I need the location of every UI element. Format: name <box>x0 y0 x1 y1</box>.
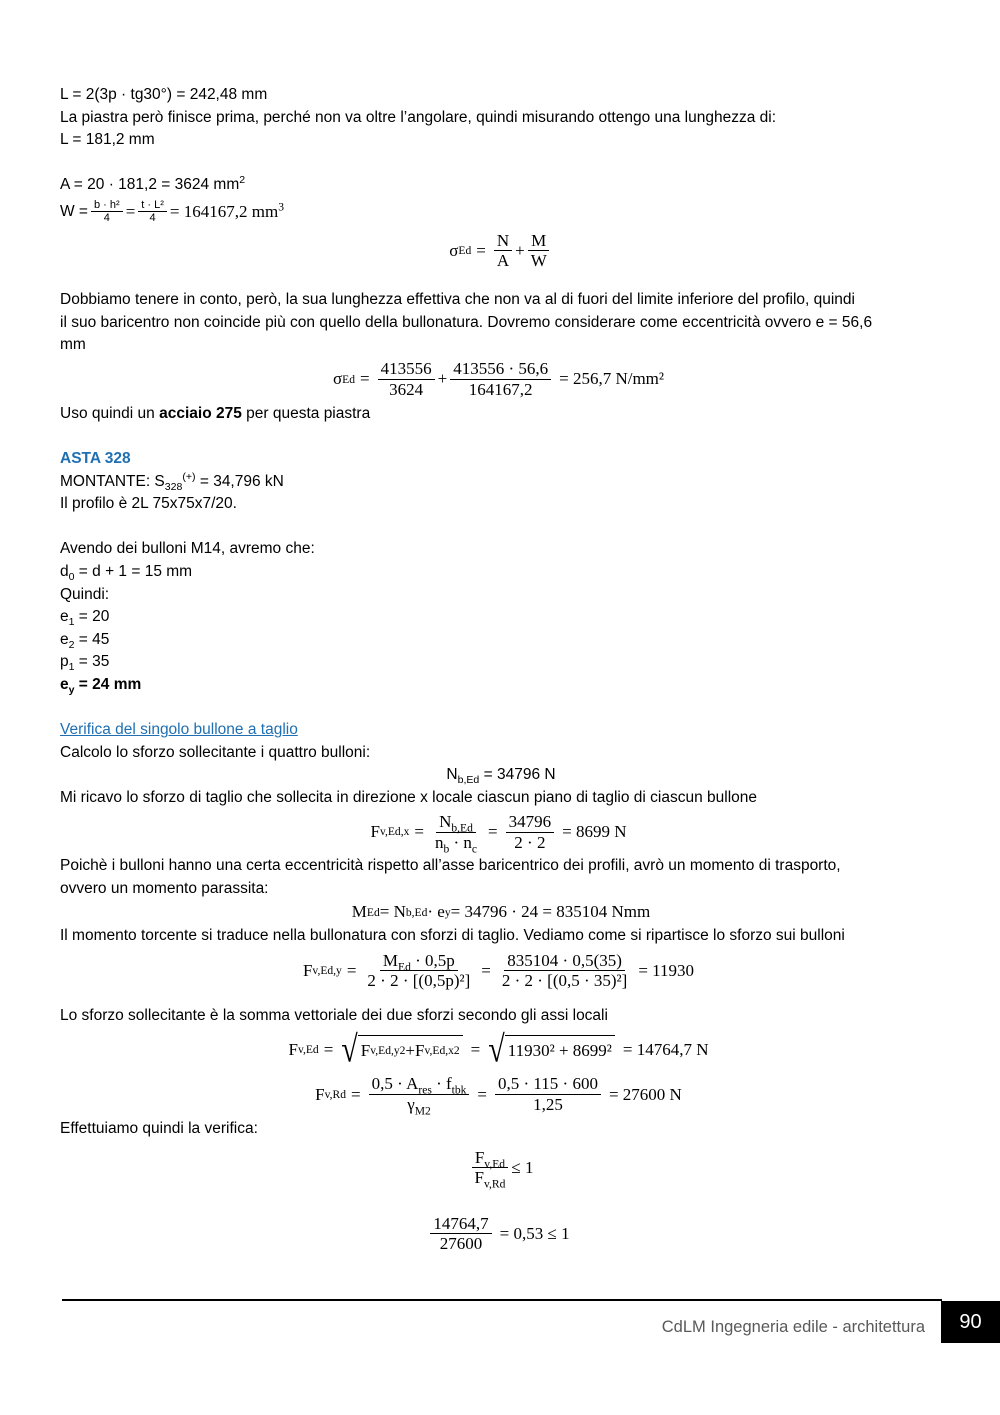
paragraph-line: il suo baricentro non coincide più con quello della bullonatura. Dovremo considerare come eccentricità ovvero e = 56,6 <box>60 313 873 331</box>
text-line: Calcolo lo sforzo sollecitante i quattro bulloni: <box>60 743 371 761</box>
text-line: La piastra però finisce prima, perché non va oltre l’angolare, quindi misurando ottengo una lunghezza di: <box>60 108 777 126</box>
section-title: ASTA 328 <box>60 449 131 467</box>
sigma-calculation: σ Ed = $\frac{413556}{3624}$ + $\frac{413556 \cdot 56,6}{164167,2}$ = 256,7 N/mm² <box>333 359 664 399</box>
modulus-line: W = $\frac{\text{b · h²}}{4}$ = $\frac{\text{t · L²}}{4}$ = 164167,2 $mm^3$ <box>60 198 284 225</box>
paragraph-line: ovvero un momento parassita: <box>60 880 269 898</box>
footer-rule <box>62 1299 942 1301</box>
fvedy-equation: F v,Ed,y = $\frac{M_{Ed} \cdot 0,5p}{\text{2 · 2 · [(0,5p)²]}}$ = $\frac{835104 \cdot 0,5(35)}{\text{2 · 2 · [(0,5 · 35)²]}}$ = 11930 <box>302 950 695 991</box>
d0-line: $d_0 = d + 1 = 15$ mm <box>60 562 193 583</box>
paragraph-line: Poichè i bulloni hanno una certa eccentricità rispetto all’asse baricentrico dei profili, avrò un momento di trasporto, <box>60 857 841 875</box>
text-line: Quindi: <box>60 585 110 603</box>
montante-line: MONTANTE: $S_{328}^{(+)} = 34,796$ kN <box>60 470 284 493</box>
area-line: A = 20 · 181,2 = 3624 $mm^2$ <box>60 174 246 194</box>
fvrd-equation: F v,Rd = $\frac{0,5 \cdot A_{res} \cdot f_{tbk}}{\gamma_{M2}}$ = $\frac{0,5 \cdot 115 \cdot 600}{1,25}$ = 27600 N <box>315 1074 682 1118</box>
page-content <box>60 84 942 1258</box>
text-line: Mi ricavo lo sforzo di taglio che sollecita in direzione x locale ciascun piano di taglio di ciascun bullone <box>60 788 758 806</box>
ey-line: $e_y = 24$ mm <box>60 675 142 696</box>
paragraph-line: mm <box>60 336 86 354</box>
e1-line: $e_1 = 20$ <box>60 608 110 629</box>
bolts-intro: Avendo dei bulloni M14, avremo che: <box>60 540 315 558</box>
page-number: 90 <box>941 1301 1000 1343</box>
sigma-formula: σ Ed = $\frac{N}{A}$ + $\frac{M}{W}$ <box>60 227 942 275</box>
med-equation: M Ed = N b,Ed · e y = 34796 · 24 = 835104 Nmm <box>351 902 651 922</box>
text-line: L = 181,2 mm <box>60 131 155 149</box>
subsection-link[interactable]: Verifica del singolo bullone a taglio <box>60 721 298 739</box>
nbed-line: $N_{b,Ed} = 34796$ N <box>446 766 556 787</box>
profile-line: Il profilo è 2L 75x75x7/20. <box>60 495 237 513</box>
check-formula: $\frac{F_{v,Ed}}{F_{v,Rd}}$ ≤ 1 <box>60 1140 942 1196</box>
p1-line: $p_1 = 35$ <box>60 653 110 674</box>
paragraph-line: Dobbiamo tenere in conto, però, la sua lunghezza effettiva che non va al di fuori del limite inferiore del profilo, quindi <box>60 290 855 308</box>
text-line: Lo sforzo sollecitante è la somma vettoriale dei due sforzi secondo gli assi locali <box>60 1007 608 1025</box>
fved-equation: F v,Ed = √ F v,Ed,y 2 + F v,Ed,x 2 = √ 11930² + 8699² = 14764,7 N <box>288 1028 709 1070</box>
fvedx-equation: F v,Ed,x = $\frac{N_{b,Ed}}{n_b \cdot n_c}$ = $\frac{34796}{2 \cdot 2}$ = 8699 N <box>370 811 627 855</box>
e2-line: $e_2 = 45$ <box>60 630 110 651</box>
steel-choice: Uso quindi un acciaio 275 per questa piastra <box>60 404 371 422</box>
text-line: Effettuiamo quindi la verifica: <box>60 1119 258 1137</box>
text-line: L = 2(3p · tg30°) = 242,48 mm <box>60 86 268 103</box>
footer-text: CdLM Ingegneria edile - architettura <box>661 1318 925 1336</box>
text-line: Il momento torcente si traduce nella bullonatura con sforzi di taglio. Vediamo come si ripartisce lo sforzo sui bulloni <box>60 926 845 944</box>
check-numeric: $\frac{14764,7}{27600}$ = 0,53 ≤ 1 <box>60 1210 942 1258</box>
